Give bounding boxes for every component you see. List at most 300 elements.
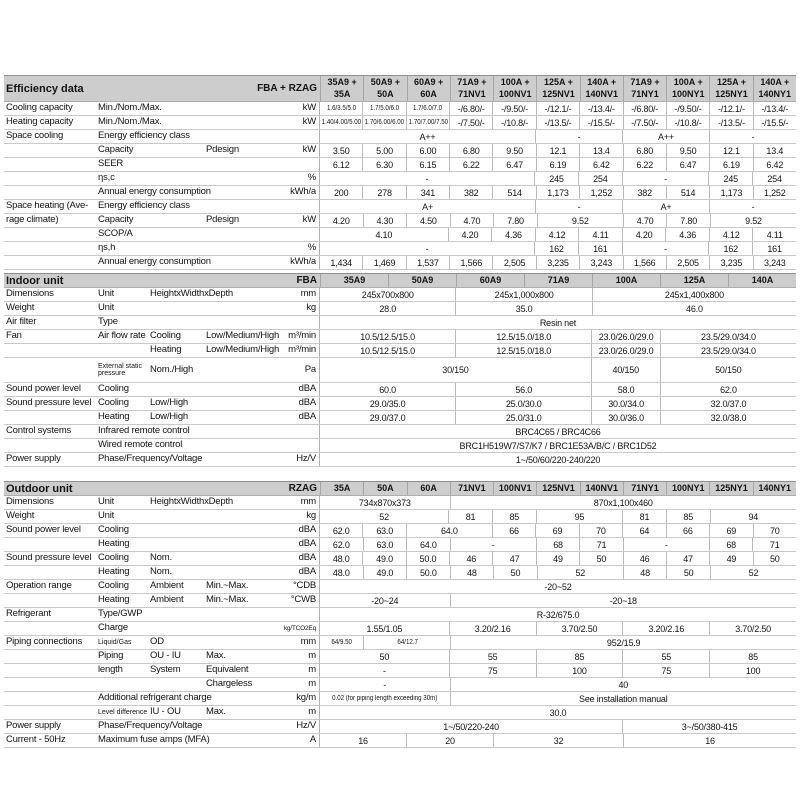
value-cell: - [382,665,386,676]
row-label: Cooling [98,580,129,592]
section-header [4,273,796,288]
row-label: Maximum fuse amps (MFA) [98,734,210,746]
row-labels [4,734,320,747]
row-label: Max. [206,650,226,662]
section-header-labels [4,482,320,495]
value-cell: 3~/50/380-415 [622,720,796,733]
column-header: 140NY1 [753,482,796,495]
row-label: Energy efficiency class [98,200,190,212]
unit-label: m [308,664,316,676]
value-cell: A+ [622,200,709,213]
row-label: Refrigerant [6,608,51,620]
row-label: Phase/Frequency/Voltage [98,720,203,732]
spec-row [4,594,796,608]
model-code: FBA [296,275,317,286]
row-label: Equivalent [206,664,249,676]
row-label: Dimensions [6,496,54,508]
row-labels [4,383,320,396]
value-cell: 23.0/26.0/29.0 [591,344,660,357]
value-cell: 870x1,100x460 [450,496,796,509]
row-values [320,453,796,466]
value-cell: 49.0 [362,552,405,565]
value-cell: 3.20/2.16 [622,622,709,635]
value-cell: 1.55/1.05 [366,623,403,634]
row-values [320,186,796,199]
value-cell: 4.70 [450,214,494,227]
unit-label: A [309,734,316,746]
value-cell: 13.4 [579,144,622,157]
row-labels [4,496,320,509]
column-header-line: 71NV1 [458,88,486,99]
column-header-line: 140NY1 [758,88,792,99]
unit-label: kWh/a [290,256,316,268]
row-values [320,288,796,301]
row-label: System [150,664,181,676]
row-labels [4,116,320,129]
value-cell: 64/12.7 [363,636,450,649]
row-labels [4,358,320,382]
value-cell: 9.50 [492,144,535,157]
value-cell: 50 [493,566,537,579]
value-cell: 5.00 [362,144,405,157]
value-cell: 4.30 [363,214,407,227]
row-label: Cooling [98,524,129,536]
row-label: Type/GWP [98,608,143,620]
value-cell: 6.30 [362,158,405,171]
row-label: Fan [6,330,22,342]
unit-label: °CDB [292,580,316,592]
row-label: Capacity [98,144,134,156]
value-cell: 50 [579,552,622,565]
row-labels [4,566,320,579]
unit-label: dBA [298,397,316,409]
value-cell: 49 [536,552,579,565]
row-values [320,594,796,607]
row-labels [4,594,320,607]
row-labels [4,720,320,733]
unit-label: dBA [298,566,316,578]
value-cell: 1~/50/220-240 [443,721,499,732]
value-cell: 85 [666,510,710,523]
value-cell: 4.11 [752,228,796,241]
value-cell: 278 [362,186,405,199]
row-values [320,172,796,185]
column-header: 100NV1 [493,482,536,495]
column-header: 60A9 [456,274,524,287]
value-cell: 30.0 [549,707,567,718]
row-label: Low/High [150,411,189,423]
unit-label: % [307,172,316,184]
column-header [580,76,623,101]
value-cell: -20~18 [450,594,796,607]
column-header-line: 125NV1 [542,88,575,99]
row-label: ηs,c [98,172,115,184]
column-header-line: 35A [333,88,351,99]
row-labels [4,242,320,255]
row-label: Nom. [150,566,172,578]
row-values [320,496,796,509]
value-cell: 49 [709,552,752,565]
spec-row [4,538,796,552]
row-label: Operation range [6,580,72,592]
value-cell: 47 [492,552,535,565]
row-label: Level difference [98,708,148,716]
value-cell: 4.20 [332,215,350,226]
value-cell: 4.36 [491,228,535,241]
value-cell: 1.70/7.00/7.50 [406,116,449,129]
row-labels [4,678,320,691]
value-cell: A+ [422,201,433,212]
value-cell: 46 [623,552,666,565]
row-label: Control systems [6,425,72,437]
unit-label: kg [306,510,316,522]
value-cell: 1~/50/60/220-240/220 [515,454,601,465]
value-cell: 4.36 [665,228,709,241]
spec-row [4,116,796,130]
row-label: Heating [98,566,130,578]
value-cell: 9.50 [666,144,709,157]
row-values [320,130,796,143]
row-label: Type [98,316,118,328]
unit-label: kW [302,102,316,114]
row-labels [4,130,320,143]
row-label: Max. [206,706,226,718]
value-cell: 3,243 [753,256,796,269]
column-header: 71NY1 [623,482,666,495]
row-values [320,144,796,157]
column-header: 35A9 [320,274,388,287]
value-cell: 200 [333,187,349,198]
unit-label: m³/min [288,330,316,342]
row-label: Unit [98,302,115,314]
value-cell: 30.0/34.0 [591,397,660,410]
value-cell: 85 [536,650,623,663]
row-label: HeightxWidthxDepth [150,288,233,300]
spec-row [4,622,796,636]
row-label: Cooling [150,330,181,342]
row-labels [4,692,320,705]
column-header: 140NV1 [580,482,623,495]
value-cell: 161 [752,242,796,255]
value-cell: 68 [709,538,753,551]
unit-label: Pa [304,363,316,375]
row-values [320,692,796,705]
row-values [320,650,796,663]
unit-label: dBA [298,383,316,395]
row-label: Power supply [6,720,61,732]
unit-label: dBA [298,552,316,564]
row-label: SCOP/A [98,228,133,240]
value-cell: 1,173 [536,186,579,199]
row-label: Min./Nom./Max. [98,116,162,128]
value-cell: 7.80 [666,214,710,227]
value-cell: 70 [753,524,796,537]
value-cell: 245x700x800 [361,289,414,300]
column-header-line: 140A + [587,77,617,88]
row-labels [4,510,320,523]
value-cell: 4.11 [578,228,622,241]
spec-row [4,144,796,158]
spec-row [4,214,796,228]
value-cell: 50 [379,651,390,662]
value-cell: 55 [622,650,709,663]
spec-row [4,439,796,453]
column-header [536,76,579,101]
value-cell: 1,566 [623,256,666,269]
value-cell: 1.6/3.5/5.0 [326,105,356,112]
value-cell: - [622,172,709,185]
value-cell: 6.22 [449,158,492,171]
value-cell: 50 [753,552,796,565]
value-cell: 1,469 [362,256,405,269]
row-labels [4,200,320,213]
row-label: Chargeless [206,678,253,690]
section-title: Outdoor unit [6,482,73,495]
value-cell: -/6.80/- [449,102,492,115]
row-label: Heating [150,344,182,356]
value-cell: 254 [578,172,622,185]
row-labels [4,344,320,357]
value-cell: 52 [710,566,796,579]
value-cell: 10.5/12.5/15.0 [360,331,415,342]
value-cell: 1,252 [753,186,796,199]
row-labels [4,288,320,301]
value-cell: 3.70/2.50 [709,622,796,635]
row-label: Pdesign [206,144,239,156]
row-labels [4,425,320,438]
value-cell: 3,243 [579,256,622,269]
value-cell: 7.80 [493,214,537,227]
row-label: Sound power level [6,524,81,536]
column-header: 125A [660,274,728,287]
value-cell: 62.0 [660,383,796,396]
row-labels [4,158,320,171]
column-header-line: 100NV1 [498,88,532,99]
spec-row [4,580,796,594]
value-cell: 50/150 [660,358,796,382]
row-label: Min.~Max. [206,580,249,592]
row-values [320,524,796,537]
column-header-line: 125A + [543,77,573,88]
column-header: 35A [320,482,363,495]
row-label: Wired remote control [98,439,183,451]
efficiency-data-section [4,75,796,270]
value-cell: 25.0/31.0 [455,411,591,424]
unit-label: Hz/V [296,720,316,732]
row-labels [4,330,320,343]
outdoor-unit-section [4,481,796,748]
row-label: Unit [98,288,115,300]
value-cell: -/9.50/- [666,102,709,115]
value-cell: 63.0 [362,524,405,537]
spec-row [4,510,796,524]
value-cell: 4.20 [622,228,666,241]
column-header: 60A [407,482,450,495]
spec-row [4,130,796,144]
column-header-line: 100NY1 [671,88,705,99]
row-label: rage climate) [6,214,59,226]
value-cell: 49.0 [363,566,407,579]
row-values [320,344,796,357]
value-cell: 734x870x373 [358,497,411,508]
value-cell: 382 [449,186,492,199]
row-label: External static pressure [98,362,142,377]
column-header [450,76,493,101]
unit-label: kg [306,302,316,314]
row-label: Charge [98,622,128,634]
value-cell: 245 [534,172,578,185]
spec-row [4,678,796,692]
value-cell: 46.0 [592,302,796,315]
row-label: SEER [98,158,124,170]
row-values [320,720,796,733]
value-cell: 55 [449,650,536,663]
row-labels [4,622,320,635]
value-cell: A++ [622,130,709,143]
value-cell: 28.0 [379,303,397,314]
value-cell: 1.7/6.0/7.0 [406,102,449,115]
value-cell: 952/15.9 [450,636,796,649]
spec-row [4,358,796,383]
value-cell: 1.7/5.0/6.0 [362,102,405,115]
value-cell: 13.4 [753,144,796,157]
column-header-line: 71A9 + [457,77,487,88]
value-cell: -/13.5/- [536,116,579,129]
value-cell: 3,235 [536,256,579,269]
value-cell: 70 [579,524,622,537]
value-cell: 25.0/30.0 [455,397,591,410]
row-label: Ambient [150,580,184,592]
row-label: ηs,h [98,242,116,254]
value-cell: A++ [419,131,436,142]
column-header-line: 125A + [717,77,746,88]
value-cell: 1,252 [579,186,622,199]
row-label: Energy efficiency class [98,130,190,142]
column-header-line: 60A9 + [414,77,444,88]
row-values [320,242,796,255]
row-values [320,256,796,269]
row-labels [4,706,320,719]
row-values [320,552,796,565]
unit-label: mm [300,636,316,648]
value-cell: -/15.5/- [579,116,622,129]
row-label: Current - 50Hz [6,734,66,746]
value-cell: -/12.1/- [536,102,579,115]
value-cell: 3,235 [709,256,752,269]
value-cell: 162 [534,242,578,255]
value-cell: 1,537 [406,256,449,269]
row-label: length [98,664,123,676]
row-labels [4,214,320,227]
value-cell: 6.42 [579,158,622,171]
spec-row [4,383,796,397]
row-values [320,397,796,410]
value-cell: 2,505 [666,256,709,269]
value-cell: 32.0/38.0 [660,411,796,424]
row-label: Piping connections [6,636,83,648]
value-cell: 29.0/35.0 [369,398,406,409]
row-labels [4,580,320,593]
unit-label: m [308,678,316,690]
unit-label: mm [300,288,316,300]
section-header-labels [4,274,320,287]
row-values [320,439,796,452]
unit-label: m [308,706,316,718]
row-label: Phase/Frequency/Voltage [98,453,203,465]
value-cell: 69 [709,524,752,537]
column-header [493,76,536,101]
spec-row [4,172,796,186]
value-cell: 254 [752,172,796,185]
row-values [320,411,796,424]
value-cell: 32 [493,734,623,747]
row-label: Heating [98,594,130,606]
unit-label: m [308,650,316,662]
row-label: Low/Medium/High [206,330,280,342]
value-cell: 48 [623,566,667,579]
value-cell: 4.12 [709,228,753,241]
value-cell: 95 [536,510,622,523]
value-cell: 12.5/15.0/18.0 [455,330,591,343]
value-cell: 6.12 [332,159,350,170]
value-cell: 6.80 [449,144,492,157]
value-cell: 161 [578,242,622,255]
value-cell: 75 [449,664,536,677]
value-cell: 12.1 [536,144,579,157]
row-label: Weight [6,302,35,314]
row-values [320,116,796,129]
row-label: Unit [98,496,115,508]
value-cell: 50.0 [406,552,449,565]
value-cell: 6.47 [492,158,535,171]
column-header: 140A [728,274,796,287]
row-label: Cooling [98,552,129,564]
spec-row [4,228,796,242]
column-header-line: 71A9 + [630,77,660,88]
unit-label: dBA [298,524,316,536]
value-cell: 35.0 [455,302,591,315]
value-cell: 85 [709,650,796,663]
unit-label: % [307,242,316,254]
value-cell: 2,505 [492,256,535,269]
column-header-line: 100A + [673,77,703,88]
spec-row [4,636,796,650]
value-cell: R-32/675.0 [536,609,580,620]
column-headers [320,274,796,287]
indoor-unit-section [4,273,796,467]
value-cell: - [450,538,536,551]
value-cell: 52 [537,566,623,579]
value-cell: 100 [536,664,623,677]
value-cell: -/10.8/- [492,116,535,129]
row-label: Sound pressure level [6,552,92,564]
row-values [320,636,796,649]
column-header-line: 71NY1 [631,88,659,99]
unit-label: kW [302,144,316,156]
column-header-line: 100A + [500,77,530,88]
value-cell: 12.5/15.0/18.0 [455,344,591,357]
row-label: Pdesign [206,214,239,226]
value-cell: 40/150 [591,358,660,382]
row-values [320,734,796,747]
section-title: Efficiency data [6,82,84,95]
spec-row [4,608,796,622]
value-cell: 58.0 [591,383,660,396]
value-cell: 64.0 [406,538,450,551]
value-cell: - [709,130,796,143]
column-headers [320,482,796,495]
value-cell: 6.15 [406,158,449,171]
